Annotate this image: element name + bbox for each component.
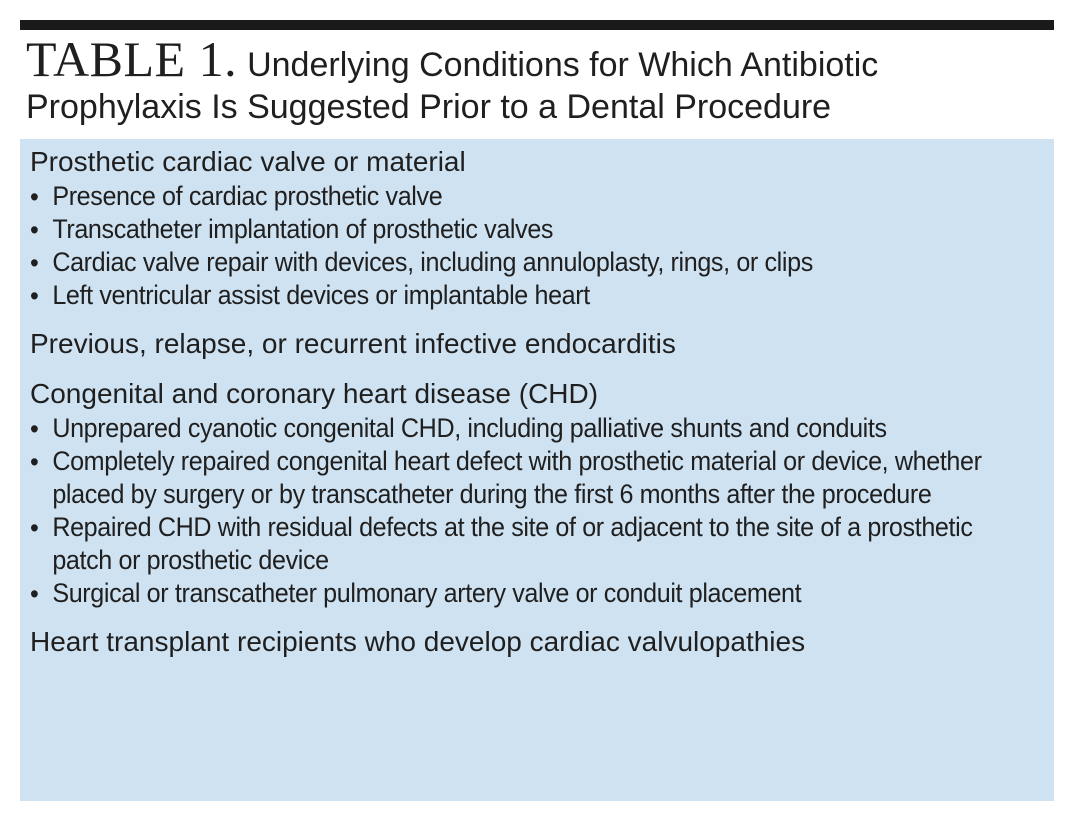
bullet-icon: • [30,182,39,212]
list-item-text: Completely repaired congenital heart defect with prosthetic material or device, whether placed by surgery or by transcatheter during the first 6 months after the procedure [52,446,982,509]
list-item-text: Cardiac valve repair with devices, including annuloplasty, rings, or clips [52,247,813,277]
section-heading: Heart transplant recipients who develop cardiac valvulopathies [30,626,806,657]
table-title [26,31,1056,128]
table-number: TABLE 1. [26,31,238,87]
list-item-text: Transcatheter implantation of prosthetic valves [52,214,554,244]
list-item [30,213,1034,246]
section-heading: Prosthetic cardiac valve or material [30,146,466,177]
table-caption: Underlying Conditions for Which Antibiotic Prophylaxis Is Suggested Prior to a Dental Procedure [26,46,879,126]
list-item-text: Surgical or transcatheter pulmonary artery valve or conduit placement [52,578,802,608]
section-list [30,412,1050,610]
list-item-text: Left ventricular assist devices or implantable heart [52,280,590,310]
section-prosthetic-valve [30,144,1050,312]
list-item-text: Unprepared cyanotic congenital CHD, including palliative shunts and conduits [52,413,887,443]
section-heading: Congenital and coronary heart disease (CHD) [30,378,599,409]
list-item [30,246,1034,279]
section-heading: Previous, relapse, or recurrent infective endocarditis [30,328,676,359]
section-list [30,180,1050,312]
bullet-icon: • [30,248,39,278]
bullet-icon: • [30,281,39,311]
list-item [30,577,1034,610]
list-item [30,412,1034,445]
section-infective-endocarditis [30,326,1050,362]
bullet-icon: • [30,414,39,444]
section-congenital-heart-disease [30,376,1050,610]
list-item-text: Repaired CHD with residual defects at the site of or adjacent to the site of a prosthetic patch or prosthetic device [52,512,973,575]
list-item-text: Presence of cardiac prosthetic valve [52,181,443,211]
table-content [30,144,1050,674]
top-rule [20,20,1054,30]
bullet-icon: • [30,215,39,245]
bullet-icon: • [30,513,39,543]
list-item [30,445,1034,511]
list-item [30,180,1034,213]
list-item [30,279,1034,312]
section-heart-transplant [30,624,1050,660]
bullet-icon: • [30,447,39,477]
bullet-icon: • [30,579,39,609]
list-item [30,511,1034,577]
